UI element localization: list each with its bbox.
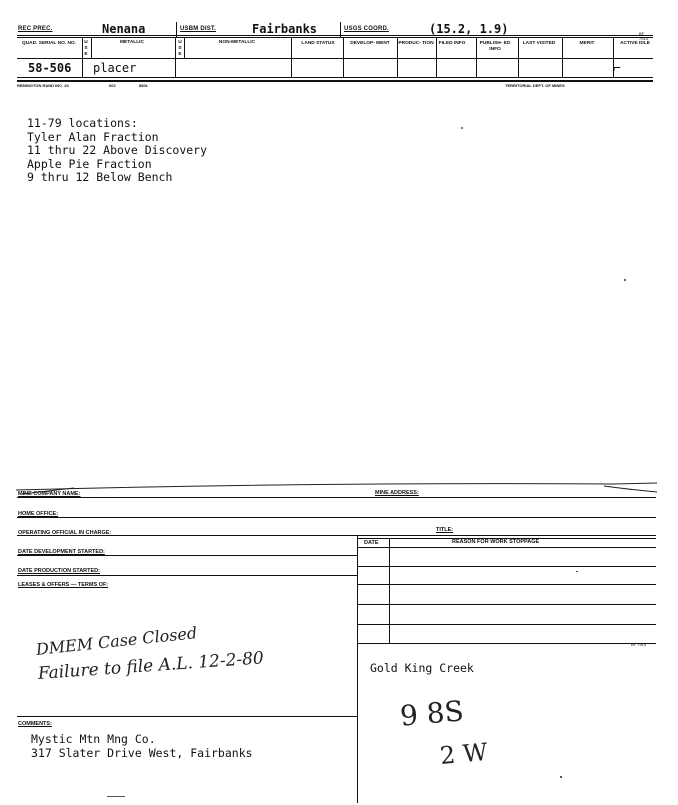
col-active-idle: ACTIVE IDLE bbox=[620, 41, 650, 46]
comment-line: Mystic Mtn Mng Co. bbox=[31, 732, 156, 746]
usbm-dist-value: Fairbanks bbox=[252, 22, 318, 36]
header-row bbox=[17, 22, 653, 41]
handwritten-range: 2 W bbox=[438, 737, 489, 771]
usbm-dist-label: USBM DIST. bbox=[180, 26, 217, 32]
col-development: DEVELOP- MENT bbox=[350, 41, 390, 46]
mine-address-label: MINE ADDRESS: bbox=[375, 490, 419, 496]
home-office-label: HOME OFFICE: bbox=[18, 511, 59, 517]
title-label: TITLE: bbox=[436, 527, 454, 533]
form-top-border bbox=[14, 468, 659, 496]
date-column-label: DATE bbox=[364, 540, 379, 546]
operating-official-label: OPERATING OFFICIAL IN CHARGE: bbox=[18, 530, 112, 536]
handwritten-failure-note: Failure to file A.L. 12-2-80 bbox=[37, 648, 265, 684]
rec-prec-value: Nenana bbox=[102, 22, 146, 36]
col-last-visited: LAST VISITED bbox=[522, 41, 556, 46]
note-line: 11-79 locations: bbox=[27, 116, 138, 130]
date-production-label: DATE PRODUCTION STARTED: bbox=[18, 568, 100, 574]
active-mark-icon: ⌐ bbox=[613, 59, 622, 75]
col-non-metallic: NON-METALLIC bbox=[218, 40, 256, 45]
imprint-number-2: 8801 bbox=[139, 83, 148, 88]
location-notes bbox=[27, 117, 207, 185]
footer-strip bbox=[17, 82, 653, 90]
col-quad-serial: QUAD. SERIAL NO. NO. bbox=[21, 41, 76, 46]
handwritten-case-closed: DMEM Case Closed bbox=[35, 623, 198, 659]
metallic-value: placer bbox=[93, 61, 137, 75]
form-number: BF 7914 bbox=[639, 31, 648, 41]
usgs-coord-value: (15.2, 1.9) bbox=[429, 22, 509, 36]
leases-offers-label: LEASES & OFFERS — TERMS OF: bbox=[18, 582, 109, 588]
note-line: 9 thru 12 Below Bench bbox=[27, 170, 173, 184]
date-development-label: DATE DEVELOPMENT STARTED: bbox=[18, 549, 105, 555]
col-filed-info: FILED INFO bbox=[438, 41, 466, 46]
rec-prec-label: REC PREC. bbox=[18, 26, 53, 32]
comments-label: COMMENTS: bbox=[18, 721, 52, 727]
note-line: Tyler Alan Fraction bbox=[27, 129, 159, 144]
mine-company-label: MINE COMPANY NAME: bbox=[18, 491, 81, 497]
col-land-status: LAND STATUS bbox=[301, 41, 335, 46]
handwritten-township: 9 8S bbox=[398, 694, 466, 733]
data-row bbox=[17, 59, 653, 77]
form-number-2: BF 7915 bbox=[631, 642, 647, 647]
imprint-number-1: 602 bbox=[109, 83, 116, 88]
col-merit: MERIT bbox=[579, 41, 595, 46]
printer-imprint: REMINGTON RAND INC. 20 bbox=[17, 83, 69, 88]
col-metallic: METALLIC bbox=[120, 40, 144, 45]
column-headers bbox=[17, 38, 653, 58]
usgs-coord-label: USGS COORD. bbox=[344, 26, 389, 32]
agency-name: TERRITORIAL DEPT. OF MINES bbox=[505, 83, 565, 88]
comments-text bbox=[31, 732, 253, 760]
note-line: Apple Pie Fraction bbox=[27, 156, 152, 171]
creek-name: Gold King Creek bbox=[370, 661, 474, 675]
col-production: PRODUC- TION bbox=[398, 41, 434, 46]
col-published-info: PUBLISH- ED INFO bbox=[479, 41, 511, 52]
note-line: 11 thru 22 Above Discovery bbox=[27, 143, 208, 157]
quad-serial-value: 58-506 bbox=[28, 61, 72, 75]
comment-line: 317 Slater Drive West, Fairbanks bbox=[31, 746, 253, 760]
work-stoppage-label: REASON FOR WORK STOPPAGE bbox=[452, 539, 540, 545]
col-use-mark-1: U S E bbox=[84, 40, 88, 57]
col-use-mark-2: U S E bbox=[178, 40, 182, 57]
